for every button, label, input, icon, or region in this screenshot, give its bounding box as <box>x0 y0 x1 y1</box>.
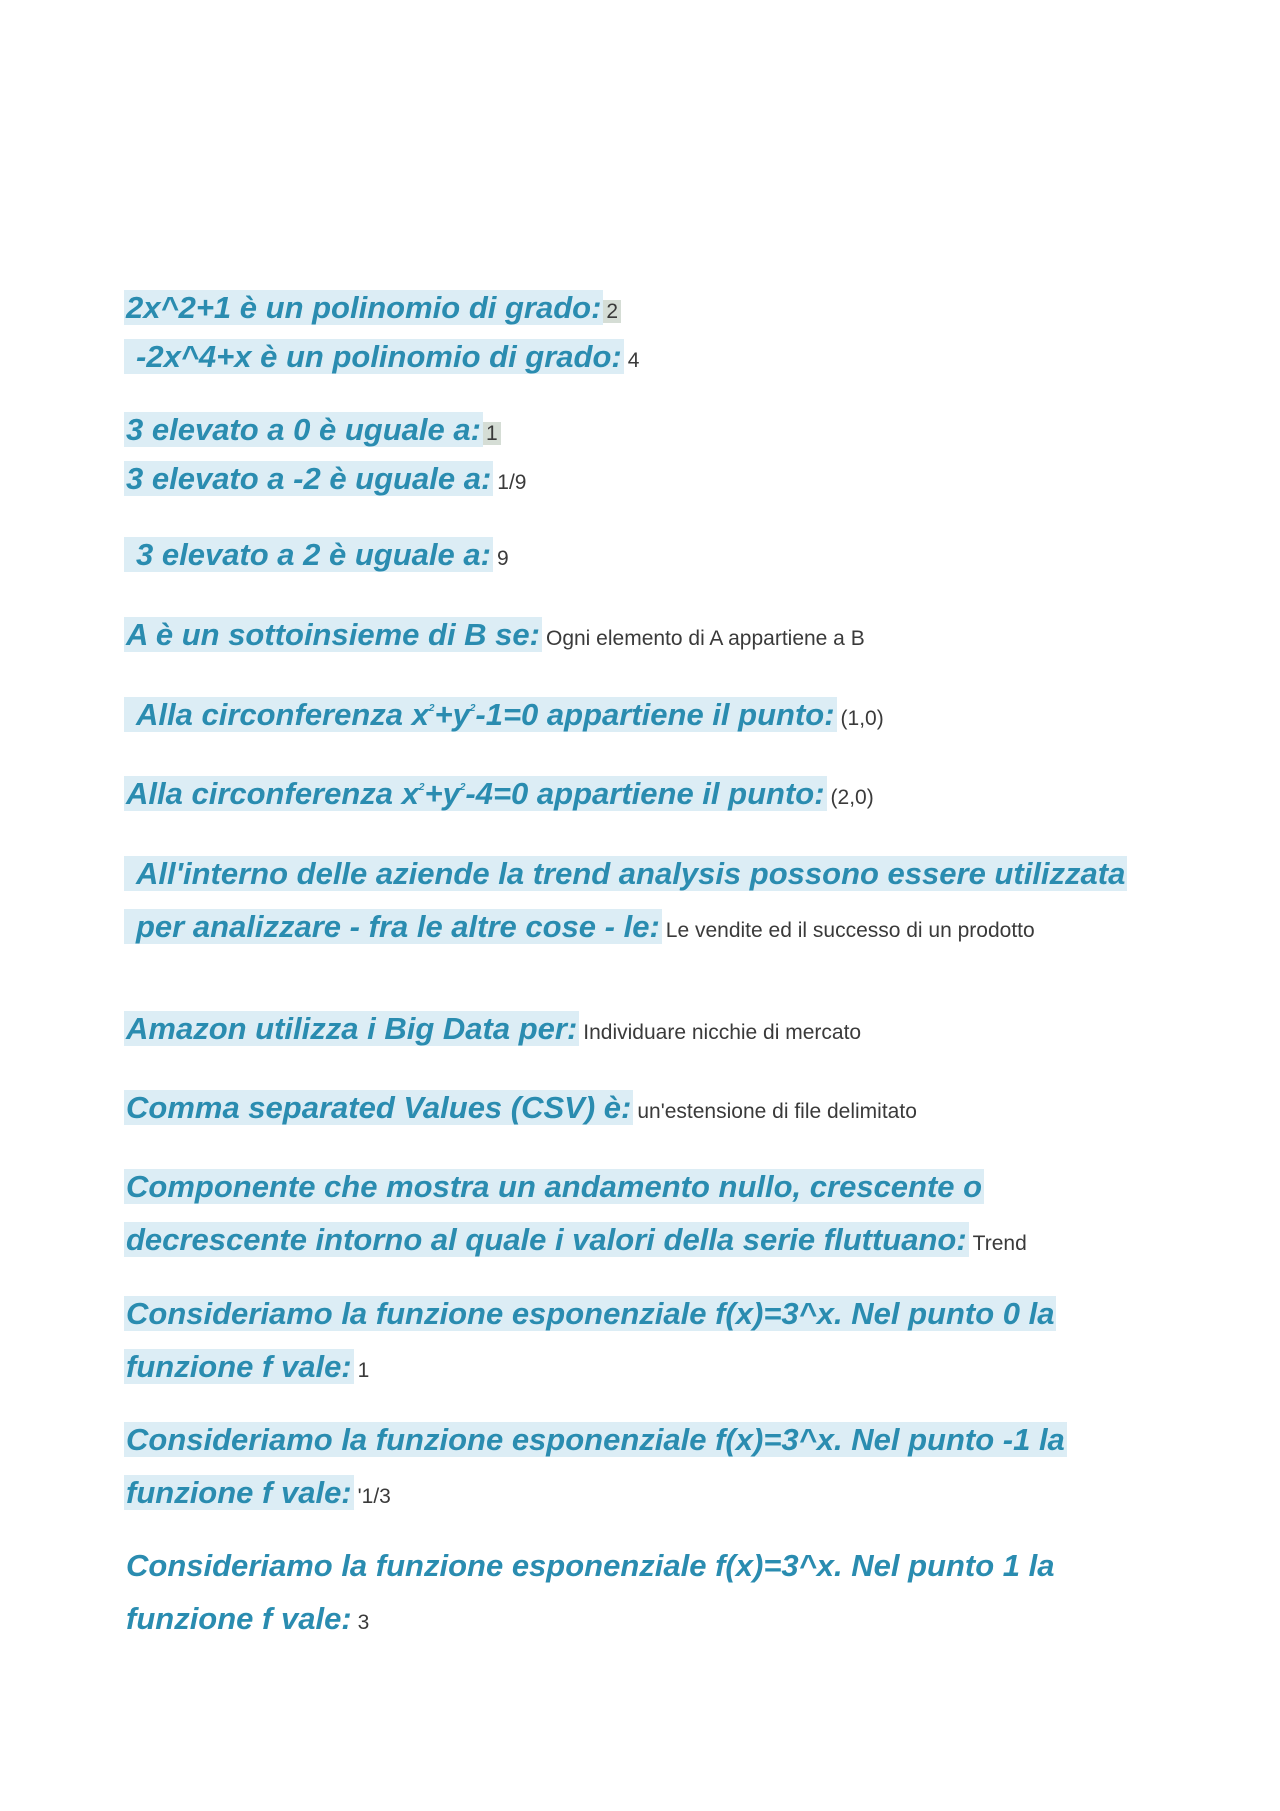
question-text: Amazon utilizza i Big Data per: <box>126 1011 578 1046</box>
qa-block-9 <box>124 1085 1164 1137</box>
qa-block-6 <box>124 771 1164 823</box>
question-text: 3 elevato a 2 è uguale a: <box>124 537 493 572</box>
qa-block-2 <box>124 408 1164 506</box>
question-text: 3 elevato a 0 è uguale a: <box>126 412 481 447</box>
qa-block-5 <box>124 692 1164 744</box>
answer-text: (1,0) <box>840 707 884 730</box>
answer-text: 3 <box>357 1611 370 1634</box>
exponent: 2 <box>418 782 425 793</box>
qa-block-12 <box>124 1416 1124 1522</box>
qa-block-3 <box>124 532 1164 584</box>
exponent: 2 <box>428 703 435 714</box>
qa-block-13 <box>124 1542 1124 1648</box>
answer-text: 4 <box>627 349 640 372</box>
question-text: Alla circonferenza $x^2+y^2-4=0$ appartiene il punto: <box>126 776 825 811</box>
question-text: Consideriamo la funzione esponenziale f(x)=3^x. Nel punto 0 la funzione f vale: <box>126 1296 1055 1384</box>
qa-block-11 <box>124 1290 1124 1396</box>
answer-text: Ogni elemento di A appartiene a B <box>545 627 865 650</box>
question-text: All'interno delle aziende la trend analysis possono essere utilizzata per analizzare - fra le altre cose - le: <box>124 856 1127 944</box>
question-text: Consideriamo la funzione esponenziale f(x)=3^x. Nel punto -1 la funzione f vale: <box>126 1422 1065 1510</box>
answer-text: (2,0) <box>830 786 874 809</box>
exponent: 2 <box>469 703 476 714</box>
question-text: 2x^2+1 è un polinomio di grado: <box>126 290 602 325</box>
answer-text: 1/9 <box>497 471 527 494</box>
question-text: Alla circonferenza $x^2+y^2-1=0$ appartiene il punto: <box>124 697 837 732</box>
qa-block-4 <box>124 612 1164 664</box>
answer-text: '1/3 <box>357 1485 391 1508</box>
answer-text: 9 <box>496 547 509 570</box>
question-text: 3 elevato a -2 è uguale a: <box>126 461 492 496</box>
answer-text: Individuare nicchie di mercato <box>583 1021 862 1044</box>
question-text: Consideriamo la funzione esponenziale f(x)=3^x. Nel punto 1 la funzione f vale: <box>126 1548 1055 1636</box>
answer-text: un'estensione di file delimitato <box>637 1100 917 1123</box>
qa-block-7 <box>124 850 1154 956</box>
qa-block-8 <box>124 1006 1164 1058</box>
question-text: Componente che mostra un andamento nullo, crescente o decrescente intorno al quale i valori della serie fluttuano: <box>126 1169 983 1257</box>
question-text: -2x^4+x è un polinomio di grado: <box>124 339 624 374</box>
answer-text: Le vendite ed il successo di un prodotto <box>665 919 1035 942</box>
qa-block-10 <box>124 1163 1064 1269</box>
question-text: A è un sottoinsieme di B se: <box>126 617 540 652</box>
answer-text: 1 <box>357 1359 370 1382</box>
exponent: 2 <box>459 782 466 793</box>
question-text: Comma separated Values (CSV) è: <box>126 1090 632 1125</box>
answer-text: 1 <box>483 422 501 445</box>
answer-text: Trend <box>972 1232 1027 1255</box>
answer-text: 2 <box>603 300 621 323</box>
qa-block-1 <box>124 286 1164 384</box>
